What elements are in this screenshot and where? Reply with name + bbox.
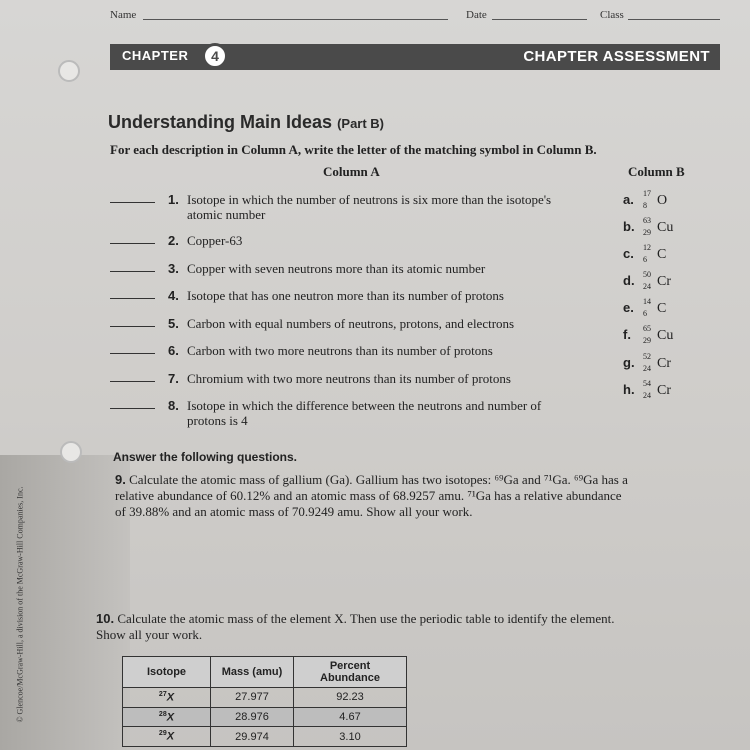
answer-blank[interactable] (110, 271, 155, 272)
column-a-header: Column A (323, 164, 380, 179)
column-b-header: Column B (628, 164, 685, 179)
choice-h: h. 54 24 Cr (623, 379, 671, 400)
binder-hole-top (58, 60, 80, 82)
date-line[interactable] (492, 19, 587, 20)
table-row (123, 688, 407, 708)
section-title: Understanding Main Ideas (Part B) (108, 112, 385, 132)
choice-f: f. 65 29 Cu (623, 324, 674, 345)
abundance-cell: 92.23 (294, 688, 407, 708)
name-label: Name (110, 9, 137, 21)
binder-hole-middle (60, 441, 82, 463)
choice-d: d. 50 24 Cr (623, 270, 671, 291)
answer-blank[interactable] (110, 408, 155, 409)
chapter-title: CHAPTER ASSESSMENT (523, 48, 710, 65)
worksheet-page: Name Date Class CHAPTER 4 CHAPTER ASSESSMENT Understanding Main Ideas (Part B) For each description in Column A, write the letter of the matching symbol in Column B. Column A Column B 1. Isotope in which the number of neutrons is six more than the isotope's atomic number 2. Copper-63 3. Copper with seven neutrons more than its atomic number 4. Isotope that has one neutron more than its number of protons 5. Carbon with equal numbers of neutrons, protons, and electrons 6. Carbon with two more neutrons than its number of protons 7. Chromium with two more neutrons than its number of protons 8. Isotope in which the difference between the neutrons and number of protons is 4 a. 17 8 O b. 63 29 Cu c. 12 6 C d. 50 24 Cr e. 14 6 C f. 65 29 Cu g. 52 24 Cr h. 54 24 Cr Answer the following questions. 9. Calculate the atomic mass of gallium (Ga). Gallium has two isotopes: ⁶⁹Ga and ⁷¹Ga. ⁶⁹Ga has a relative abundance of 60.12% and an atomic mass of 68.9257 amu. ⁷¹Ga has a relative abundance of 39.88% and an atomic mass of 70.9249 amu. Show all your work. © Glencoe/McGraw-Hill, a division of the McGraw-Hill Companies, Inc. 10. Calculate the atomic mass of the element X. Then use the periodic table to identify the element. Show all your work. Isotope Mass (amu) Percent Abundance $^{27}$X 27.977 92.23 $^{28}$X 28.976 4.67 $^{29}$X 29.974 3.10 (0, 0, 750, 750)
abundance-cell: 3.10 (294, 727, 407, 747)
choice-g: g. 52 24 Cr (623, 352, 671, 373)
answer-heading: Answer the following questions. (113, 450, 298, 464)
table-header-row (123, 657, 407, 688)
date-label: Date (466, 9, 487, 21)
header-abundance: Percent Abundance (294, 657, 407, 688)
isotope-cell: $^{29}$X (123, 727, 211, 747)
isotope-cell: $^{27}$X (123, 688, 211, 708)
table-row (123, 707, 407, 727)
mass-cell: 29.974 (211, 727, 294, 747)
table-row (123, 727, 407, 747)
name-line[interactable] (143, 19, 448, 20)
answer-blank[interactable] (110, 202, 155, 203)
answer-blank[interactable] (110, 243, 155, 244)
mass-cell: 28.976 (211, 707, 294, 727)
choice-a: a. 17 8 O (623, 189, 668, 210)
choice-e: e. 14 6 C (623, 297, 667, 318)
class-line[interactable] (628, 19, 720, 20)
header-isotope: Isotope (123, 657, 211, 688)
isotope-table (122, 656, 407, 747)
answer-blank[interactable] (110, 381, 155, 382)
answer-blank[interactable] (110, 298, 155, 299)
question-10: 10. Calculate the atomic mass of the element X. Then use the periodic table to identify the element. Show all your work. (96, 611, 615, 642)
isotope-cell: $^{28}$X (123, 707, 211, 727)
chapter-number: 4 (202, 43, 228, 69)
copyright-notice: © Glencoe/McGraw-Hill, a division of the McGraw-Hill Companies, Inc. (15, 486, 25, 723)
question-9: 9. Calculate the atomic mass of gallium (Ga). Gallium has two isotopes: ⁶⁹Ga and ⁷¹Ga. ⁶⁹Ga has a relative abundance of 60.12% and an atomic mass of 68.9257 amu. ⁷¹Ga has a relative abundance of 39.88% and an atomic mass of 70.9249 amu. Show all your work. (115, 472, 628, 519)
instructions: For each description in Column A, write the letter of the matching symbol in Column B. (110, 142, 597, 157)
header-mass: Mass (amu) (211, 657, 294, 688)
mass-cell: 27.977 (211, 688, 294, 708)
chapter-banner (110, 44, 720, 70)
class-label: Class (600, 9, 624, 21)
choice-c: c. 12 6 C (623, 243, 667, 264)
abundance-cell: 4.67 (294, 707, 407, 727)
answer-blank[interactable] (110, 353, 155, 354)
chapter-label: CHAPTER (122, 48, 189, 63)
choice-b: b. 63 29 Cu (623, 216, 674, 237)
answer-blank[interactable] (110, 326, 155, 327)
